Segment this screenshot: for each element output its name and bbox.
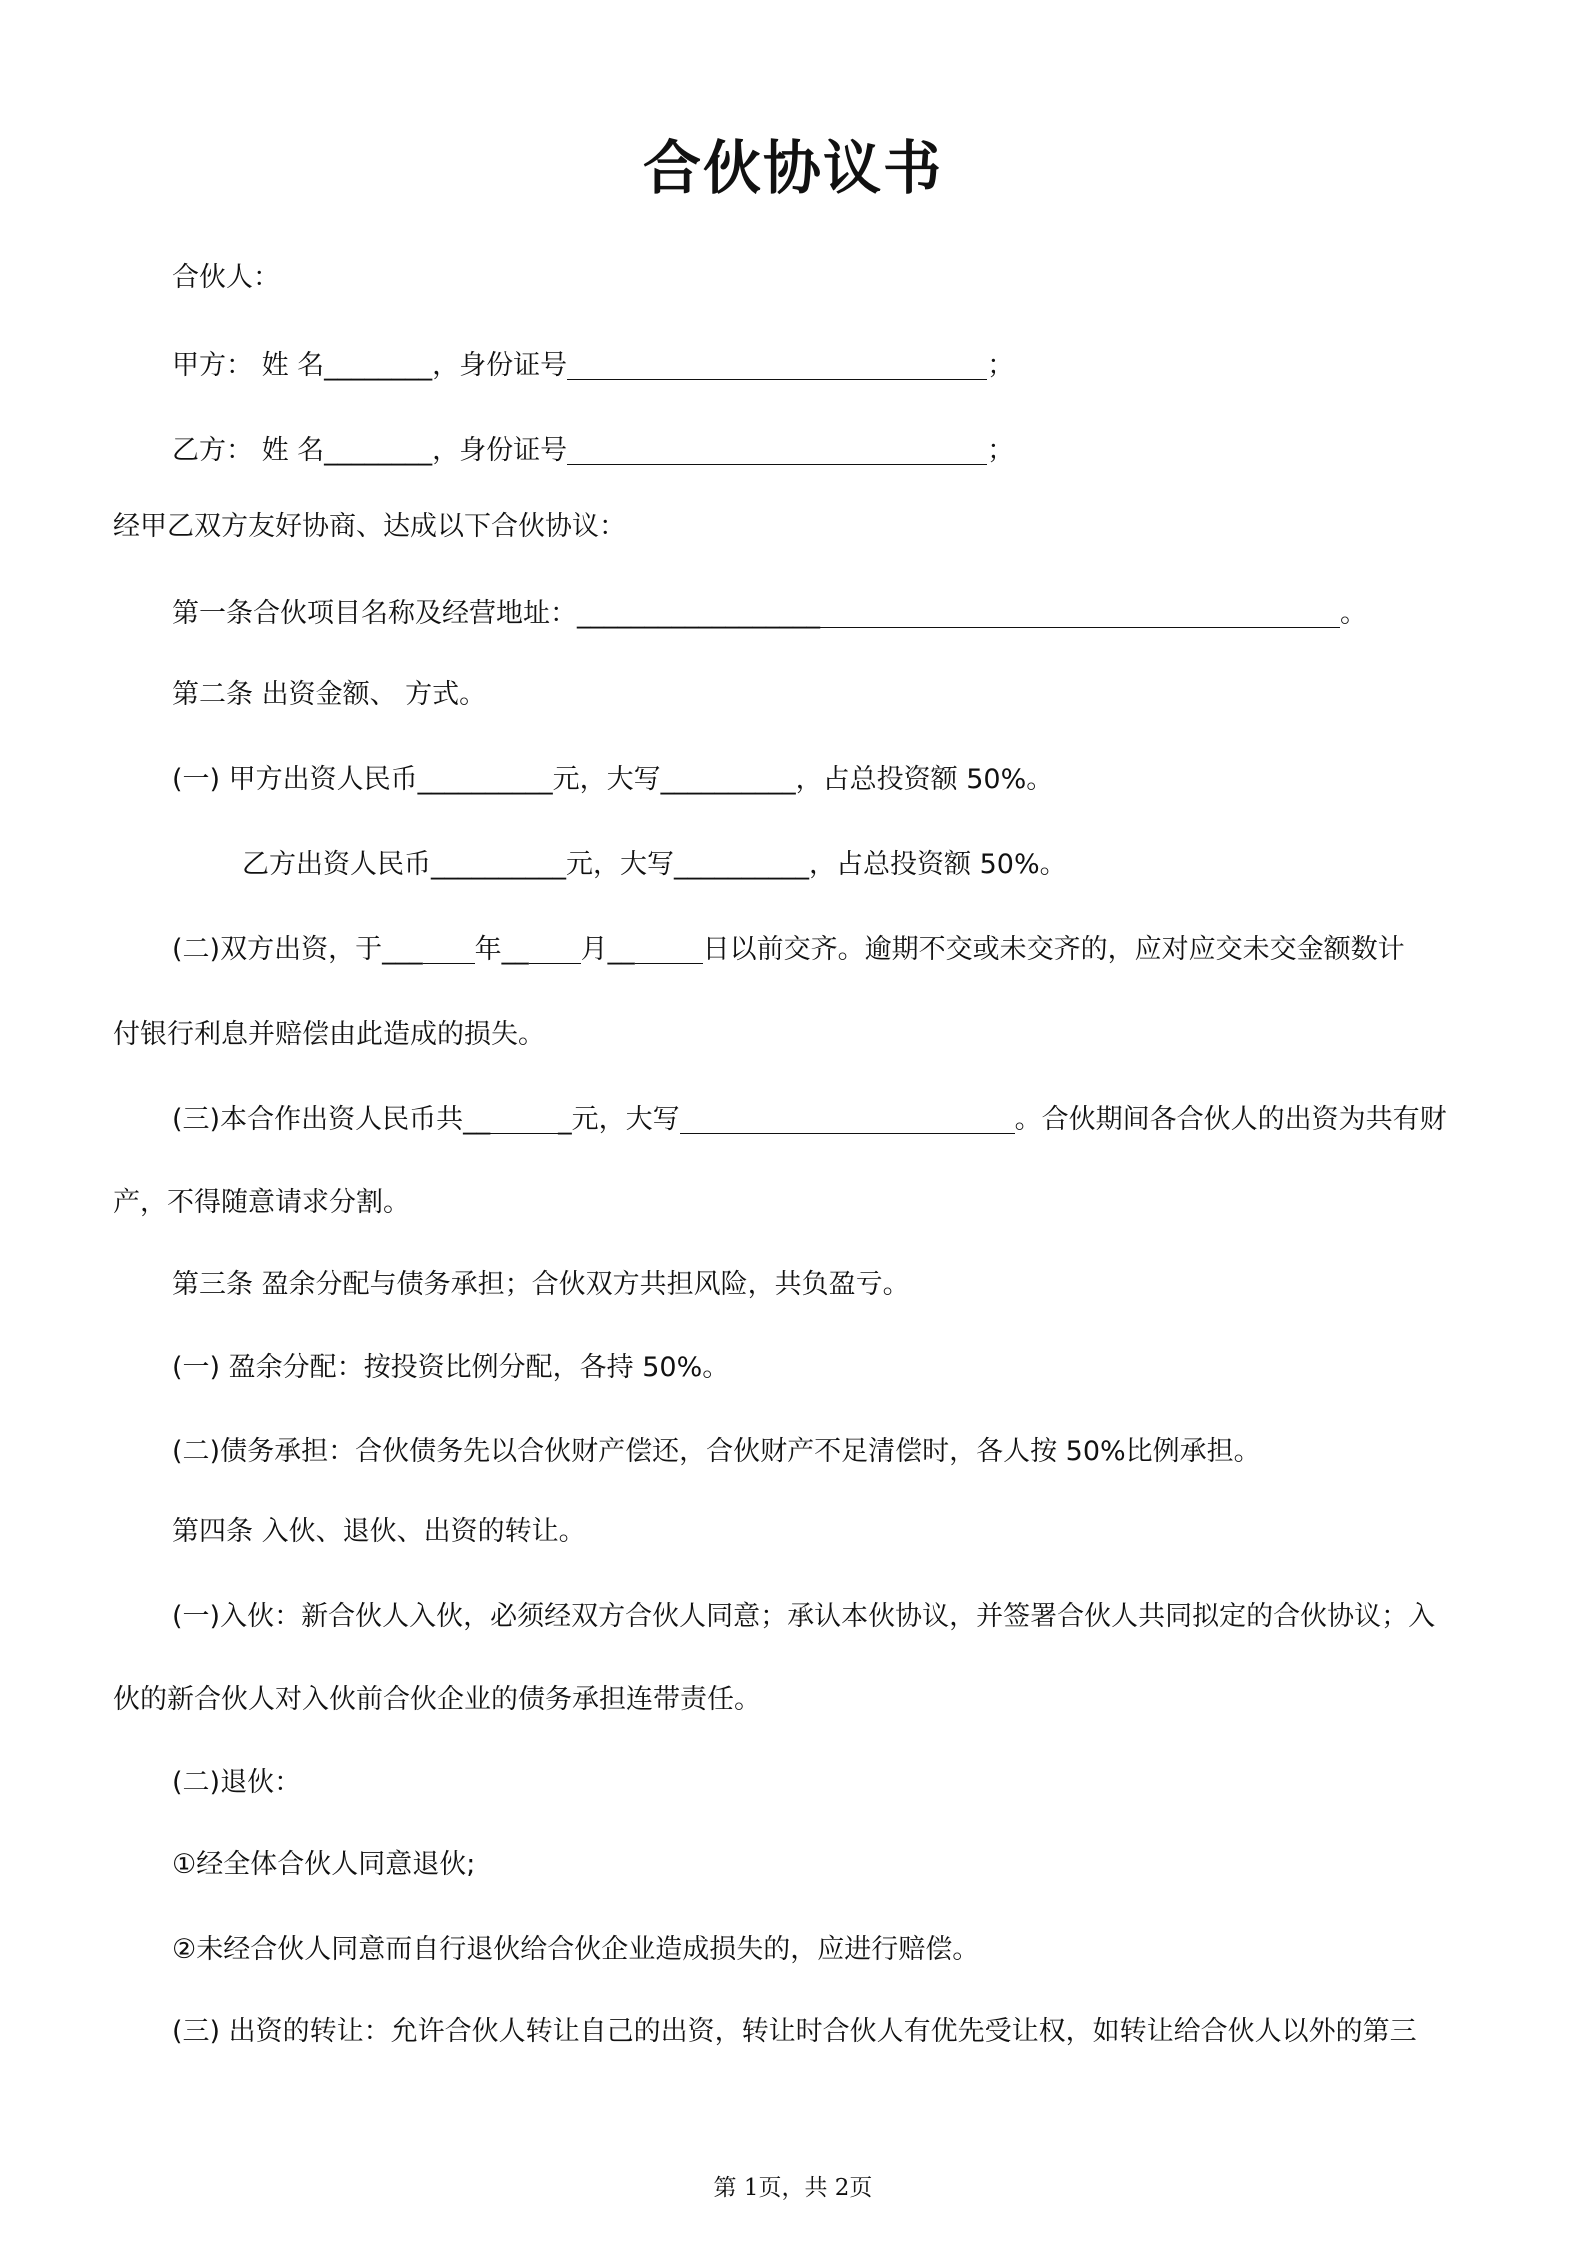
article-1-blank-a: __________________ [577, 598, 820, 629]
article-3-title: 第三条 盈余分配与债务承担；合伙双方共担风险，共负盈亏。 [172, 1269, 910, 1300]
article-4-3: (三) 出资的转让：允许合伙人转让自己的出资，转让时合伙人有优先受让权，如转让给合伙人以外的第三 [172, 2016, 1417, 2047]
month-blank: __ [501, 934, 529, 965]
total-blank-line [490, 1103, 558, 1134]
party-a-name-blank: ________ [324, 350, 433, 381]
text-segment: 元，大写 [571, 1104, 680, 1135]
text-segment: 元，大写 [566, 849, 674, 880]
article-1 [172, 594, 1367, 634]
party-a-line [172, 346, 1014, 386]
article-2-2 [172, 930, 1405, 970]
article-2-3 [172, 1100, 1447, 1140]
amount-blank: __________ [431, 849, 566, 880]
article-4-1-continued: 伙的新合伙人对入伙前合伙企业的债务承担连带责任。 [113, 1684, 761, 1715]
article-1-text: 第一条合伙项目名称及经营地址： [172, 598, 577, 629]
party-b-id-label: ，身份证号 [432, 435, 568, 466]
party-b-end: ； [987, 435, 1015, 466]
article-2-1-party-b [242, 845, 1067, 885]
party-b-prefix: 乙方： 姓 名 [172, 435, 325, 466]
text-segment: 日以前交齐。逾期不交或未交齐的，应对应交未交金额数计 [702, 934, 1405, 965]
article-2-3-continued: 产，不得随意请求分割。 [113, 1187, 410, 1218]
article-3-1: (一) 盈余分配：按投资比例分配，各持 50%。 [172, 1352, 730, 1383]
party-a-end: ； [987, 350, 1015, 381]
party-a-id-label: ，身份证号 [432, 350, 568, 381]
day-blank-line [635, 933, 703, 964]
article-4-2-item-2: ②未经合伙人同意而自行退伙给合伙企业造成损失的，应进行赔偿。 [172, 1934, 980, 1965]
day-blank: __ [607, 934, 635, 965]
document-title: 合伙协议书 [642, 134, 943, 202]
year-blank-line [423, 933, 475, 964]
party-b-line [172, 431, 1014, 471]
page-footer: 第 1页，共 2页 [713, 2175, 873, 2201]
party-a-id-blank [567, 349, 987, 380]
month-blank-line [529, 933, 581, 964]
article-4-2: (二)退伙： [172, 1767, 302, 1798]
text-segment: ，占总投资额 50%。 [795, 764, 1054, 795]
article-2-title: 第二条 出资金额、 方式。 [172, 679, 487, 710]
amount-blank: __________ [417, 764, 553, 795]
text-segment: (一) 甲方出资人民币 [172, 764, 418, 795]
text-segment: 。合伙期间各合伙人的出资为共有财 [1014, 1104, 1447, 1135]
amount-words-blank: __________ [660, 764, 796, 795]
text-segment: 月 [580, 934, 608, 965]
year-blank: ___ [382, 934, 423, 965]
text-segment: 乙方出资人民币 [242, 849, 431, 880]
total-blank: __ [463, 1104, 491, 1135]
total-blank-end: _ [558, 1104, 572, 1135]
text-segment: 元，大写 [552, 764, 661, 795]
party-b-id-blank [567, 434, 987, 465]
article-4-1: (一)入伙：新合伙人入伙，必须经双方合伙人同意；承认本伙协议，并签署合伙人共同拟定的合伙协议；入 [172, 1601, 1436, 1632]
article-4-2-item-1: ①经全体合伙人同意退伙; [172, 1849, 476, 1880]
article-3-2: (二)债务承担：合伙债务先以合伙财产偿还，合伙财产不足清偿时，各人按 50%比例承担。 [172, 1436, 1261, 1467]
article-1-blank-b [820, 597, 1340, 628]
party-a-prefix: 甲方： 姓 名 [172, 350, 325, 381]
amount-words-blank: __________ [674, 849, 809, 880]
article-2-2-continued: 付银行利息并赔偿由此造成的损失。 [113, 1019, 545, 1050]
text-segment: (三)本合作出资人民币共 [172, 1104, 464, 1135]
text-segment: (二)双方出资，于 [172, 934, 383, 965]
total-words-blank-line [680, 1103, 1015, 1134]
partners-label: 合伙人： [172, 262, 280, 293]
article-1-end: 。 [1340, 598, 1367, 629]
intro-text: 经甲乙双方友好协商、达成以下合伙协议： [113, 511, 626, 542]
party-b-name-blank: ________ [324, 435, 433, 466]
article-4-title: 第四条 入伙、退伙、出资的转让。 [172, 1516, 586, 1547]
article-2-1-party-a [172, 760, 1053, 800]
text-segment: 年 [474, 934, 502, 965]
text-segment: ，占总投资额 50%。 [809, 849, 1067, 880]
